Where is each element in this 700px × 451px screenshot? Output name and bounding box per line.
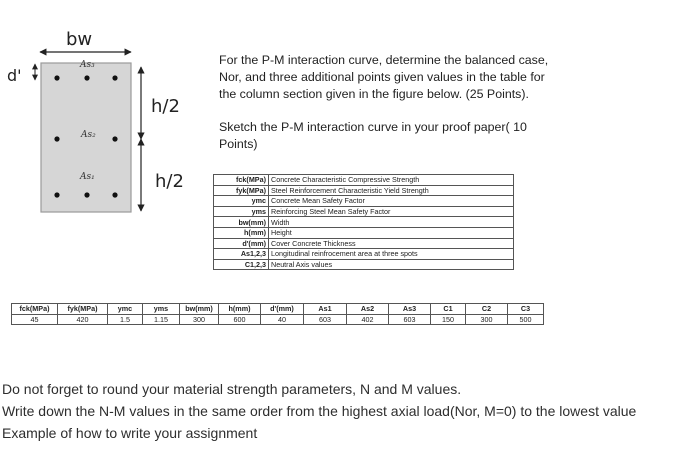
legend-desc: Reinforcing Steel Mean Safety Factor bbox=[269, 206, 514, 217]
legend-key: d'(mm) bbox=[214, 238, 269, 249]
rebar-dot-bottom-left bbox=[54, 192, 59, 197]
legend-desc: Steel Reinforcement Characteristic Yield Strength bbox=[269, 185, 514, 196]
header-cell: fck(MPa) bbox=[12, 304, 58, 315]
legend-table bbox=[213, 174, 514, 270]
legend-desc: Concrete Characteristic Compressive Strength bbox=[269, 175, 514, 186]
legend-key: h(mm) bbox=[214, 227, 269, 238]
instruction-line-1: Do not forget to round your material strength parameters, N and M values. bbox=[2, 381, 462, 397]
legend-desc: Concrete Mean Safety Factor bbox=[269, 196, 514, 207]
legend-key: yms bbox=[214, 206, 269, 217]
header-cell: C1 bbox=[431, 304, 466, 315]
legend-row bbox=[214, 185, 514, 196]
header-cell: h(mm) bbox=[219, 304, 261, 315]
value-cell: 1.5 bbox=[108, 314, 143, 325]
value-cell: 300 bbox=[180, 314, 219, 325]
question-paragraph-2: Sketch the P-M interaction curve in your proof paper( 10 Points) bbox=[219, 119, 527, 151]
legend-row bbox=[214, 196, 514, 207]
legend-key: bw(mm) bbox=[214, 217, 269, 228]
instruction-line-3: Example of how to write your assignment bbox=[2, 425, 258, 441]
parameters-table bbox=[11, 303, 544, 325]
header-cell: As1 bbox=[304, 304, 347, 315]
rebar-dot-bottom-mid bbox=[84, 192, 89, 197]
parameters-value-row bbox=[12, 314, 544, 325]
header-cell: fyk(MPa) bbox=[58, 304, 108, 315]
value-cell: 500 bbox=[508, 314, 544, 325]
header-cell: d'(mm) bbox=[261, 304, 304, 315]
value-cell: 420 bbox=[58, 314, 108, 325]
legend-row bbox=[214, 249, 514, 260]
column-section-figure bbox=[0, 0, 210, 300]
rebar-dot-top-right bbox=[112, 75, 117, 80]
header-cell: As3 bbox=[389, 304, 431, 315]
header-cell: bw(mm) bbox=[180, 304, 219, 315]
legend-key: C1,2,3 bbox=[214, 259, 269, 270]
value-cell: 40 bbox=[261, 314, 304, 325]
bw-label: bw bbox=[66, 29, 93, 50]
legend-desc: Width bbox=[269, 217, 514, 228]
rebar-dot-top-left bbox=[54, 75, 59, 80]
legend-key: As1,2,3 bbox=[214, 249, 269, 260]
rebar-dot-mid-right bbox=[112, 136, 117, 141]
legend-row bbox=[214, 259, 514, 270]
half-height-bottom-label: h/2 bbox=[155, 171, 184, 192]
header-cell: ymc bbox=[108, 304, 143, 315]
value-cell: 402 bbox=[347, 314, 389, 325]
value-cell: 150 bbox=[431, 314, 466, 325]
instructions-text bbox=[2, 378, 636, 444]
value-cell: 600 bbox=[219, 314, 261, 325]
value-cell: 603 bbox=[389, 314, 431, 325]
as3-label: As₃ bbox=[80, 60, 95, 70]
legend-key: fyk(MPa) bbox=[214, 185, 269, 196]
as1-label: As₁ bbox=[80, 172, 95, 182]
rebar-dot-top-mid bbox=[84, 75, 89, 80]
legend-row bbox=[214, 217, 514, 228]
legend-row bbox=[214, 175, 514, 186]
half-height-top-label: h/2 bbox=[151, 96, 180, 117]
legend-key: ymc bbox=[214, 196, 269, 207]
question-paragraph-1: For the P-M interaction curve, determine the balanced case, Nor, and three additional points given values in the table for the column section given in the figure below. (25 Points). bbox=[219, 53, 549, 101]
legend-desc: Longitudinal reinfrocement area at three spots bbox=[269, 249, 514, 260]
legend-desc: Cover Concrete Thickness bbox=[269, 238, 514, 249]
column-section-drawing bbox=[0, 0, 210, 300]
instruction-line-2: Write down the N-M values in the same order from the highest axial load(Nor, M=0) to the lowest value bbox=[2, 403, 637, 419]
header-cell: C3 bbox=[508, 304, 544, 315]
value-cell: 603 bbox=[304, 314, 347, 325]
header-cell: yms bbox=[143, 304, 180, 315]
value-cell: 45 bbox=[12, 314, 58, 325]
as2-label: As₂ bbox=[81, 130, 96, 140]
header-cell: As2 bbox=[347, 304, 389, 315]
legend-key: fck(MPa) bbox=[214, 175, 269, 186]
header-cell: C2 bbox=[466, 304, 508, 315]
value-cell: 1.15 bbox=[143, 314, 180, 325]
d-prime-label: d' bbox=[7, 66, 22, 85]
value-cell: 300 bbox=[466, 314, 508, 325]
legend-desc: Neutral Axis values bbox=[269, 259, 514, 270]
question-text bbox=[219, 52, 549, 169]
parameters-header-row bbox=[12, 304, 544, 315]
legend-desc: Height bbox=[269, 227, 514, 238]
legend-row bbox=[214, 206, 514, 217]
rebar-dot-mid-left bbox=[54, 136, 59, 141]
legend-row bbox=[214, 227, 514, 238]
rebar-dot-bottom-right bbox=[112, 192, 117, 197]
legend-row bbox=[214, 238, 514, 249]
